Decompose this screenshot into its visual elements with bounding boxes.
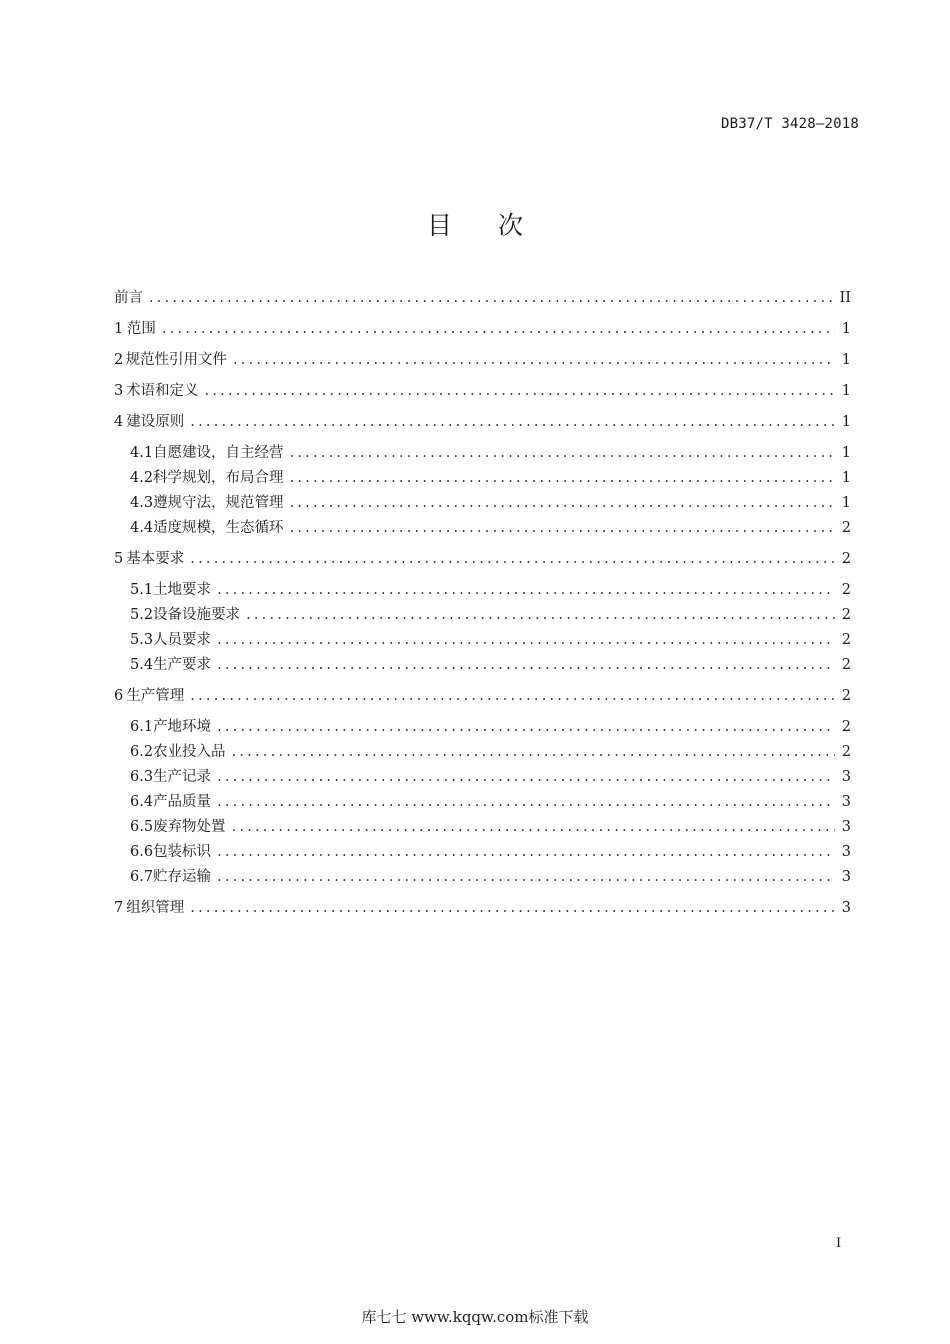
toc-entry-page: 1 [841, 470, 851, 486]
toc-entry[interactable] [114, 791, 851, 816]
toc-entry-label: 科学规划，布局合理 [153, 470, 284, 486]
toc-entry[interactable] [114, 579, 851, 604]
toc-entry-number: 7 [114, 900, 124, 916]
toc-entry-label: 农业投入品 [153, 744, 226, 760]
toc-entry-page: 3 [841, 844, 851, 860]
toc-entry[interactable] [114, 517, 851, 542]
toc-entry-label: 范围 [126, 321, 156, 337]
toc-entry-number: 5 [114, 551, 124, 567]
page-title: 目次 [426, 211, 569, 240]
toc-entry-page: 3 [841, 900, 851, 916]
toc-entry[interactable] [114, 380, 851, 411]
toc-entry[interactable] [114, 741, 851, 766]
toc-entry[interactable] [114, 766, 851, 791]
toc-leader-dots [217, 791, 835, 813]
toc-entry-label: 土地要求 [153, 582, 212, 598]
toc-entry-number: 5.3 [130, 632, 154, 648]
toc-entry-number: 2 [114, 352, 124, 368]
watermark-text: 库七七 www.kqqw.com标准下载 [361, 1308, 589, 1326]
toc-entry-page: 1 [841, 445, 851, 461]
toc-leader-dots [205, 380, 835, 402]
toc-leader-dots [233, 349, 835, 371]
page-number: I [836, 1236, 842, 1251]
toc-entry-label: 遵规守法，规范管理 [153, 495, 284, 511]
toc-entry-page: 2 [841, 607, 851, 623]
toc-entry-page: 3 [841, 819, 851, 835]
toc-entry-page: 2 [841, 632, 851, 648]
toc-entry-label: 适度规模，生态循环 [153, 520, 284, 536]
toc-entry-number: 4 [114, 414, 124, 430]
toc-entry-label: 组织管理 [126, 900, 185, 916]
toc-entry[interactable] [114, 629, 851, 654]
toc-entry-page: 1 [841, 414, 851, 430]
toc-leader-dots [290, 442, 835, 464]
toc-entry-number: 4.2 [130, 470, 154, 486]
toc-entry-label: 设备设施要求 [153, 607, 241, 623]
toc-entry[interactable] [114, 467, 851, 492]
table-of-contents [114, 287, 851, 928]
toc-entry-label: 生产记录 [153, 769, 212, 785]
toc-leader-dots [217, 766, 835, 788]
toc-entry[interactable] [114, 816, 851, 841]
toc-leader-dots [217, 629, 835, 651]
toc-entry-page: 2 [841, 657, 851, 673]
toc-entry-number: 6.3 [130, 769, 154, 785]
toc-leader-dots [246, 604, 835, 626]
toc-entry-label: 术语和定义 [126, 383, 199, 399]
toc-entry-label: 生产管理 [126, 688, 185, 704]
toc-entry-page: 1 [841, 383, 851, 399]
toc-entry-number: 6.2 [130, 744, 154, 760]
toc-entry-page: 1 [841, 495, 851, 511]
document-code: DB37/T 3428—2018 [720, 116, 859, 132]
toc-leader-dots [162, 318, 835, 340]
toc-entry-label: 建设原则 [126, 414, 185, 430]
toc-entry-number: 5.2 [130, 607, 154, 623]
toc-leader-dots [217, 866, 835, 888]
toc-entry-number: 6.1 [130, 719, 154, 735]
toc-entry-page: 2 [841, 520, 851, 536]
toc-leader-dots [217, 654, 835, 676]
toc-entry-number: 4.1 [130, 445, 154, 461]
toc-entry-label: 包装标识 [153, 844, 212, 860]
toc-entry-page: 1 [841, 352, 851, 368]
toc-entry[interactable] [114, 492, 851, 517]
toc-entry[interactable] [114, 411, 851, 442]
toc-leader-dots [232, 741, 835, 763]
toc-entry[interactable] [114, 866, 851, 891]
toc-entry-number: 4.4 [130, 520, 154, 536]
toc-entry[interactable] [114, 442, 851, 467]
toc-entry-number: 5.4 [130, 657, 154, 673]
toc-leader-dots [290, 517, 835, 539]
toc-entry[interactable] [114, 685, 851, 716]
toc-leader-dots [149, 287, 835, 309]
toc-entry-page: 3 [841, 869, 851, 885]
toc-entry[interactable] [114, 716, 851, 741]
toc-entry-number: 6.4 [130, 794, 154, 810]
toc-leader-dots [190, 897, 835, 919]
toc-entry-label: 前言 [114, 290, 143, 306]
toc-entry[interactable] [114, 604, 851, 629]
toc-entry-number: 6 [114, 688, 124, 704]
toc-entry-number: 5.1 [130, 582, 154, 598]
toc-entry-number: 1 [114, 321, 124, 337]
toc-entry-label: 自愿建设，自主经营 [153, 445, 284, 461]
toc-entry-page: 2 [841, 582, 851, 598]
toc-entry-label: 贮存运输 [153, 869, 212, 885]
toc-entry-label: 产品质量 [153, 794, 212, 810]
toc-entry[interactable] [114, 287, 851, 318]
toc-entry-number: 6.6 [130, 844, 154, 860]
toc-entry-page: 3 [841, 769, 851, 785]
toc-leader-dots [190, 685, 835, 707]
toc-entry-page: II [839, 290, 851, 306]
toc-entry-page: 2 [841, 719, 851, 735]
toc-entry-page: 1 [841, 321, 851, 337]
toc-entry-page: 2 [841, 744, 851, 760]
toc-entry[interactable] [114, 841, 851, 866]
toc-leader-dots [217, 716, 835, 738]
toc-entry-label: 废弃物处置 [153, 819, 226, 835]
toc-entry-number: 3 [114, 383, 124, 399]
toc-leader-dots [217, 579, 835, 601]
toc-entry-label: 规范性引用文件 [125, 352, 227, 368]
toc-entry-label: 基本要求 [126, 551, 185, 567]
toc-entry-number: 6.7 [130, 869, 154, 885]
toc-leader-dots [290, 492, 835, 514]
toc-entry-label: 生产要求 [153, 657, 212, 673]
toc-entry-label: 产地环境 [153, 719, 212, 735]
toc-entry[interactable] [114, 897, 851, 928]
toc-entry-page: 2 [841, 688, 851, 704]
toc-leader-dots [217, 841, 835, 863]
toc-leader-dots [190, 411, 835, 433]
toc-entry[interactable] [114, 349, 851, 380]
toc-entry-number: 6.5 [130, 819, 154, 835]
toc-entry-number: 4.3 [130, 495, 154, 511]
toc-entry[interactable] [114, 318, 851, 349]
toc-leader-dots [232, 816, 835, 838]
toc-entry-page: 2 [841, 551, 851, 567]
toc-entry[interactable] [114, 548, 851, 579]
toc-entry-page: 3 [841, 794, 851, 810]
toc-leader-dots [190, 548, 835, 570]
toc-entry[interactable] [114, 654, 851, 679]
toc-entry-label: 人员要求 [153, 632, 212, 648]
toc-leader-dots [290, 467, 835, 489]
